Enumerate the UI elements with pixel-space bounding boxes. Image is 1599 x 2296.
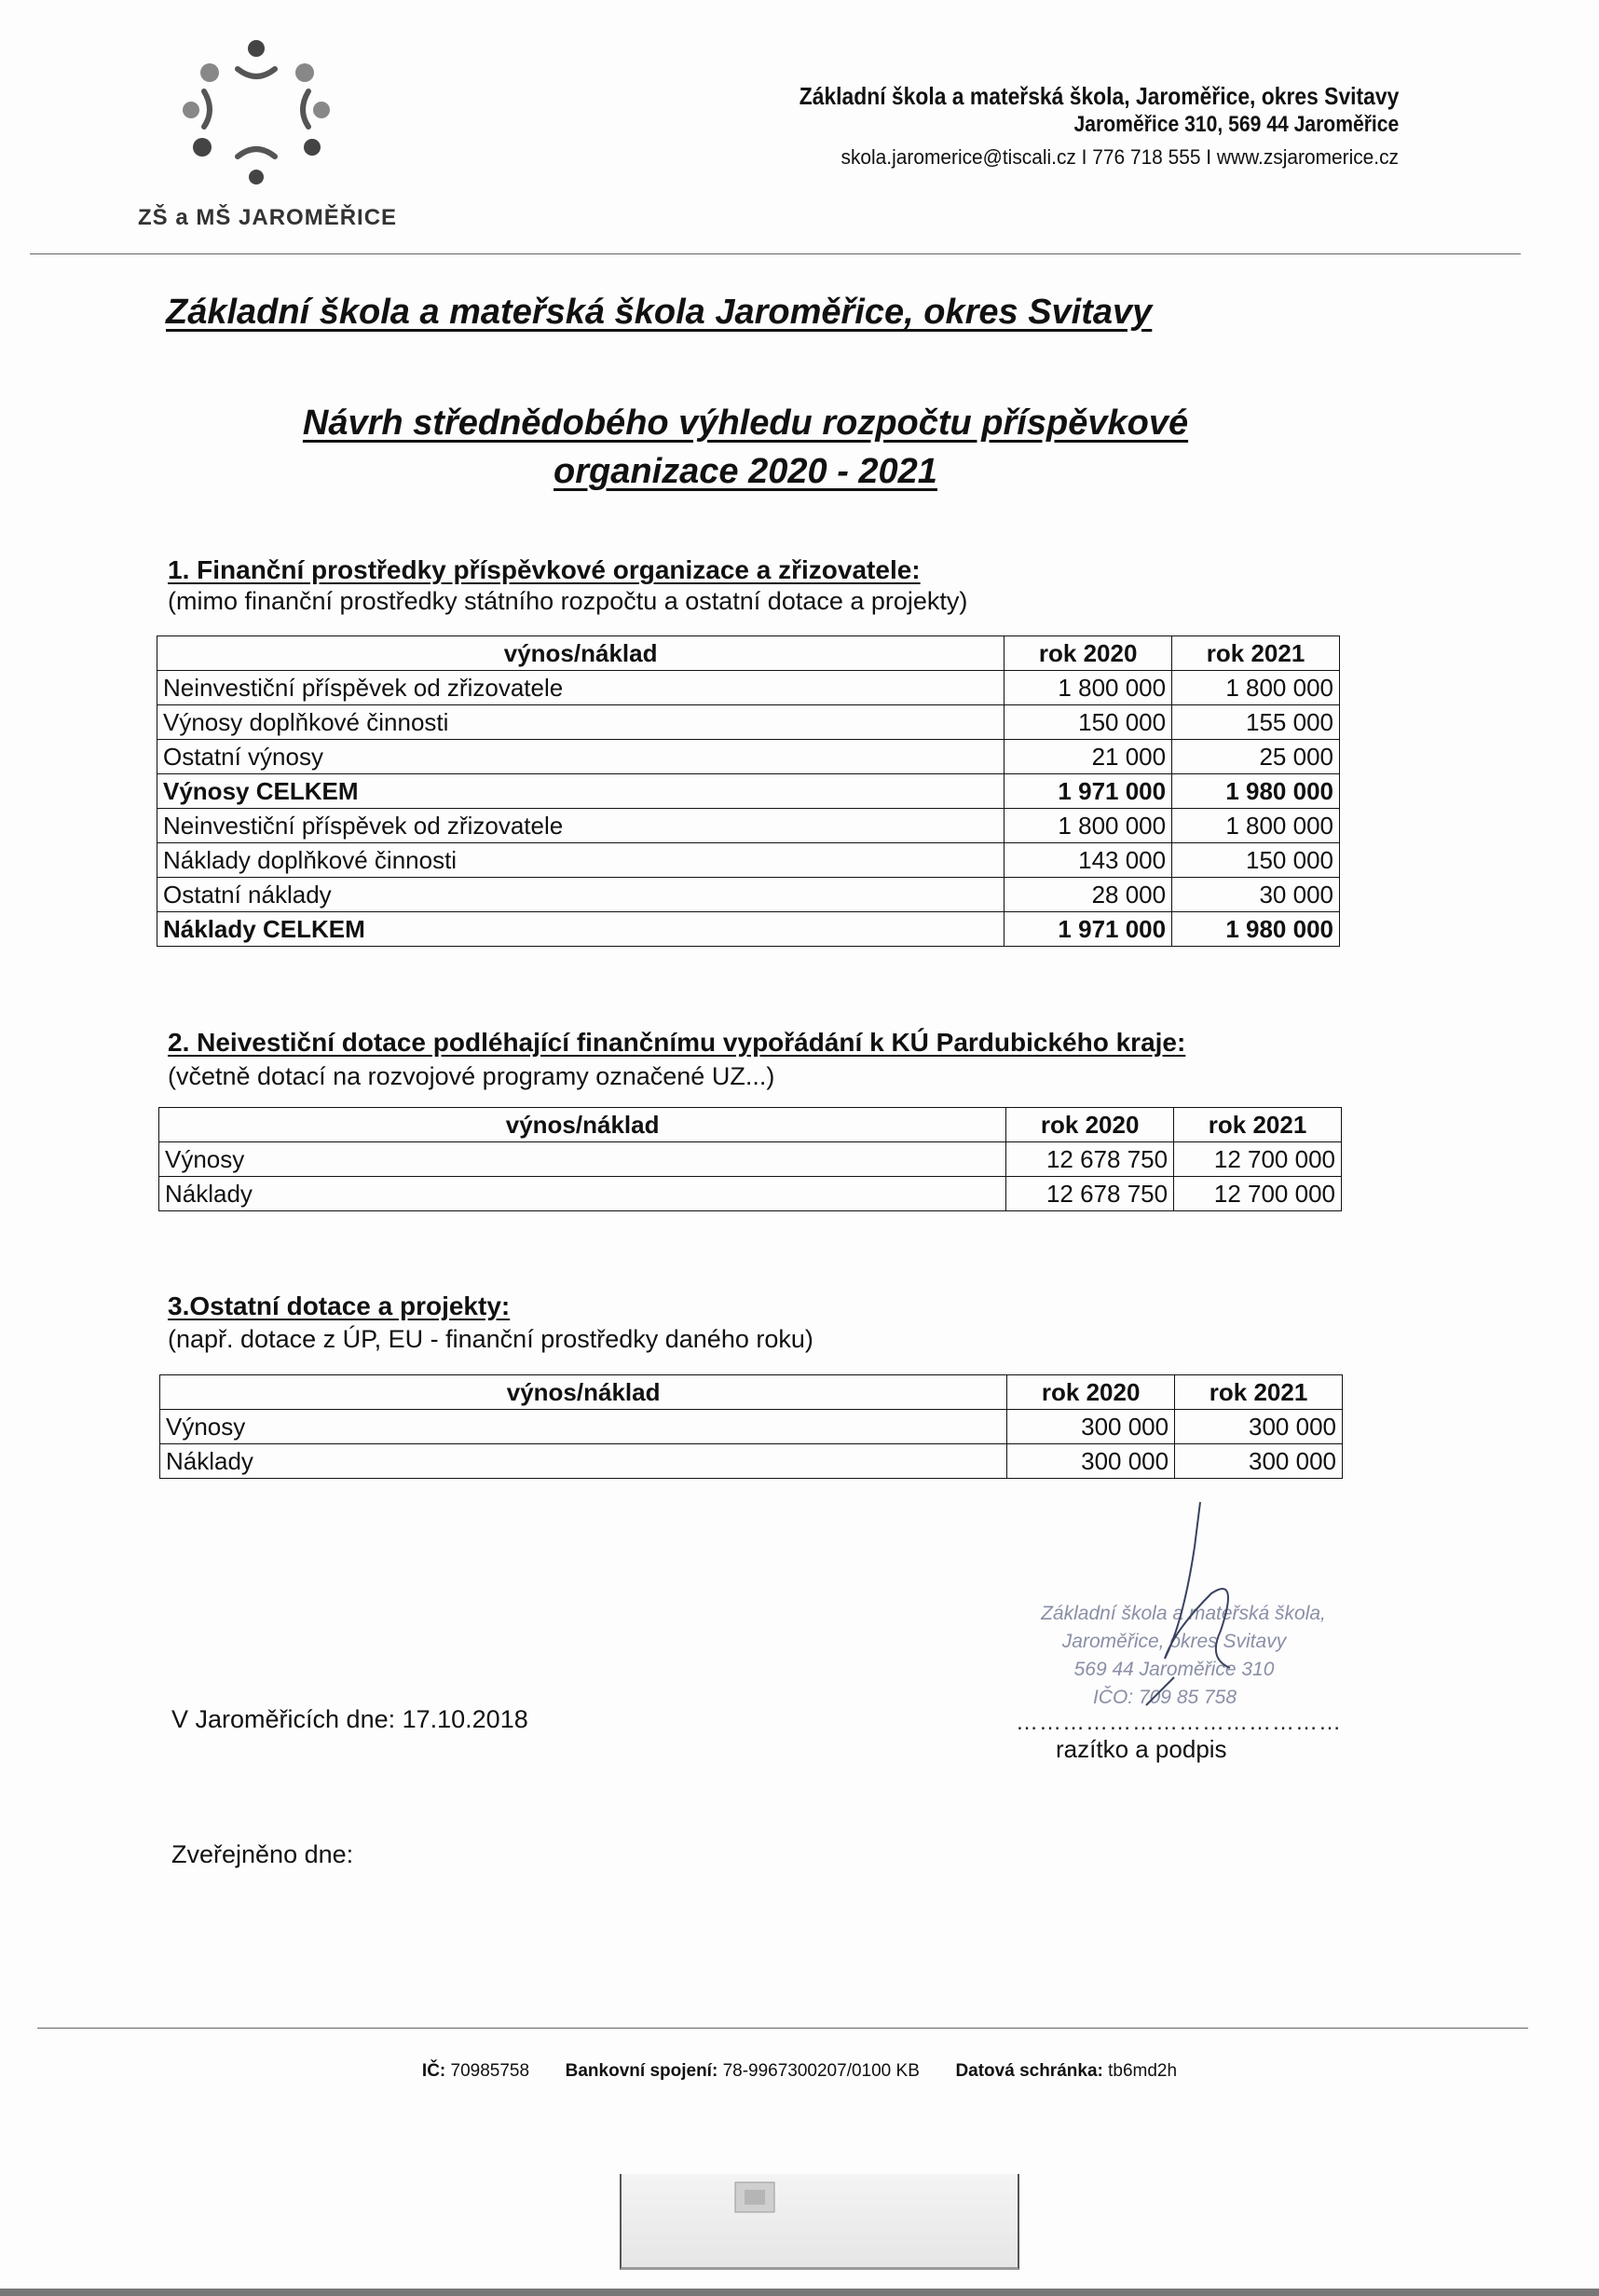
section3-heading: 3.Ostatní dotace a projekty: xyxy=(168,1292,511,1320)
value-2020: 1 971 000 xyxy=(1004,774,1172,809)
stamp-line-4: IČO: 709 85 758 xyxy=(1092,1687,1237,1708)
ic-label: IČ: xyxy=(421,2061,446,2081)
value-2021: 300 000 xyxy=(1175,1444,1343,1479)
section3-subheading: (např. dotace z ÚP, EU - finanční prostředky daného roku) xyxy=(168,1325,813,1353)
page-title: Základní škola a mateřská škola Jaroměřice, okres Svitavy xyxy=(166,293,1153,332)
column-header: výnos/náklad xyxy=(159,1108,1006,1142)
databox-value: tb6md2h xyxy=(1108,2061,1178,2081)
row-label: Náklady CELKEM xyxy=(157,912,1004,947)
table-row xyxy=(157,878,1340,912)
section1-subheading: (mimo finanční prostředky státního rozpočtu a ostatní dotace a projekty) xyxy=(168,587,968,615)
subtitle-line-1: Návrh střednědobého výhledu rozpočtu příspěvkové xyxy=(302,403,1189,443)
table-row xyxy=(159,1177,1342,1211)
value-2020: 12 678 750 xyxy=(1006,1142,1174,1177)
org-contact: skola.jaromerice@tiscali.cz I 776 718 555 I www.zsjaromerice.cz xyxy=(840,145,1399,169)
table-row xyxy=(157,740,1340,774)
column-header: rok 2021 xyxy=(1172,636,1340,671)
row-label: Náklady xyxy=(160,1444,1007,1479)
databox-label: Datová schránka: xyxy=(955,2061,1103,2081)
value-2021: 155 000 xyxy=(1172,705,1340,740)
stamp-line-3: 569 44 Jaroměřice 310 xyxy=(1073,1659,1275,1680)
column-header: rok 2021 xyxy=(1175,1375,1343,1410)
value-2021: 1 800 000 xyxy=(1172,671,1340,705)
footer-info xyxy=(0,2061,1599,2082)
document-subtitle xyxy=(0,399,1491,496)
row-label: Náklady xyxy=(159,1177,1006,1211)
row-label: Neinvestiční příspěvek od zřizovatele xyxy=(157,671,1004,705)
column-header: rok 2020 xyxy=(1006,1108,1174,1142)
section2-subheading: (včetně dotací na rozvojové programy označené UZ...) xyxy=(168,1062,775,1090)
row-label: Výnosy xyxy=(159,1142,1006,1177)
stamp-line-2: Jaroměřice, okres Svitavy xyxy=(1061,1631,1287,1652)
value-2021: 30 000 xyxy=(1172,878,1340,912)
section2-table xyxy=(158,1107,1342,1211)
value-2021: 25 000 xyxy=(1172,740,1340,774)
section2-heading: 2. Neivestiční dotace podléhající finančnímu vypořádání k KÚ Pardubického kraje: xyxy=(168,1028,1186,1057)
footer-divider xyxy=(37,2028,1528,2029)
value-2021: 150 000 xyxy=(1172,843,1340,878)
official-stamp xyxy=(988,1491,1379,1724)
value-2020: 300 000 xyxy=(1007,1410,1175,1444)
header-divider xyxy=(30,253,1521,254)
table-row-total xyxy=(157,774,1340,809)
value-2021: 1 800 000 xyxy=(1172,809,1340,843)
table-header-row xyxy=(160,1375,1343,1410)
row-label: Ostatní náklady xyxy=(157,878,1004,912)
org-address: Jaroměřice 310, 569 44 Jaroměřice xyxy=(1073,112,1399,137)
stamp-line-1: Základní škola a mateřská škola, xyxy=(1041,1603,1326,1624)
place-date: V Jaroměřicích dne: 17.10.2018 xyxy=(171,1705,528,1733)
value-2020: 1 800 000 xyxy=(1004,809,1172,843)
bank-label: Bankovní spojení: xyxy=(565,2061,718,2081)
value-2021: 12 700 000 xyxy=(1174,1142,1342,1177)
table-row xyxy=(160,1410,1343,1444)
row-label: Výnosy CELKEM xyxy=(157,774,1004,809)
column-header: výnos/náklad xyxy=(160,1375,1007,1410)
value-2020: 150 000 xyxy=(1004,705,1172,740)
section1-heading: 1. Finanční prostředky příspěvkové organizace a zřizovatele: xyxy=(168,555,921,584)
published-date: Zveřejněno dne: xyxy=(171,1840,354,1868)
table-row xyxy=(160,1444,1343,1479)
value-2021: 1 980 000 xyxy=(1172,912,1340,947)
school-logo xyxy=(182,37,331,186)
org-name: Základní škola a mateřská škola, Jaroměřice, okres Svitavy xyxy=(799,82,1399,110)
value-2020: 143 000 xyxy=(1004,843,1172,878)
value-2021: 300 000 xyxy=(1175,1410,1343,1444)
column-header: rok 2021 xyxy=(1174,1108,1342,1142)
signature-line: …………………………………… xyxy=(1016,1710,1342,1735)
table-row-total xyxy=(157,912,1340,947)
section3-table xyxy=(159,1374,1343,1479)
column-header: rok 2020 xyxy=(1004,636,1172,671)
row-label: Výnosy doplňkové činnosti xyxy=(157,705,1004,740)
table-row xyxy=(157,809,1340,843)
row-label: Ostatní výnosy xyxy=(157,740,1004,774)
value-2020: 1 800 000 xyxy=(1004,671,1172,705)
logo-caption: ZŠ a MŠ JAROMĚŘICE xyxy=(138,205,398,230)
value-2020: 21 000 xyxy=(1004,740,1172,774)
column-header: rok 2020 xyxy=(1007,1375,1175,1410)
section1-table xyxy=(157,636,1340,947)
scan-edge xyxy=(0,2289,1599,2296)
row-label: Neinvestiční příspěvek od zřizovatele xyxy=(157,809,1004,843)
scanner-artifact xyxy=(620,2174,1019,2270)
table-row xyxy=(157,843,1340,878)
film-icon xyxy=(731,2179,778,2216)
value-2020: 12 678 750 xyxy=(1006,1177,1174,1211)
table-header-row xyxy=(157,636,1340,671)
table-header-row xyxy=(159,1108,1342,1142)
table-row xyxy=(159,1142,1342,1177)
value-2020: 1 971 000 xyxy=(1004,912,1172,947)
value-2020: 300 000 xyxy=(1007,1444,1175,1479)
row-label: Náklady doplňkové činnosti xyxy=(157,843,1004,878)
value-2021: 1 980 000 xyxy=(1172,774,1340,809)
bank-value: 78-9967300207/0100 KB xyxy=(722,2061,920,2081)
table-row xyxy=(157,705,1340,740)
column-header: výnos/náklad xyxy=(157,636,1004,671)
row-label: Výnosy xyxy=(160,1410,1007,1444)
ic-value: 70985758 xyxy=(450,2061,530,2081)
value-2021: 12 700 000 xyxy=(1174,1177,1342,1211)
signature-label: razítko a podpis xyxy=(1056,1735,1227,1763)
subtitle-line-2: organizace 2020 - 2021 xyxy=(554,452,937,491)
value-2020: 28 000 xyxy=(1004,878,1172,912)
table-row xyxy=(157,671,1340,705)
